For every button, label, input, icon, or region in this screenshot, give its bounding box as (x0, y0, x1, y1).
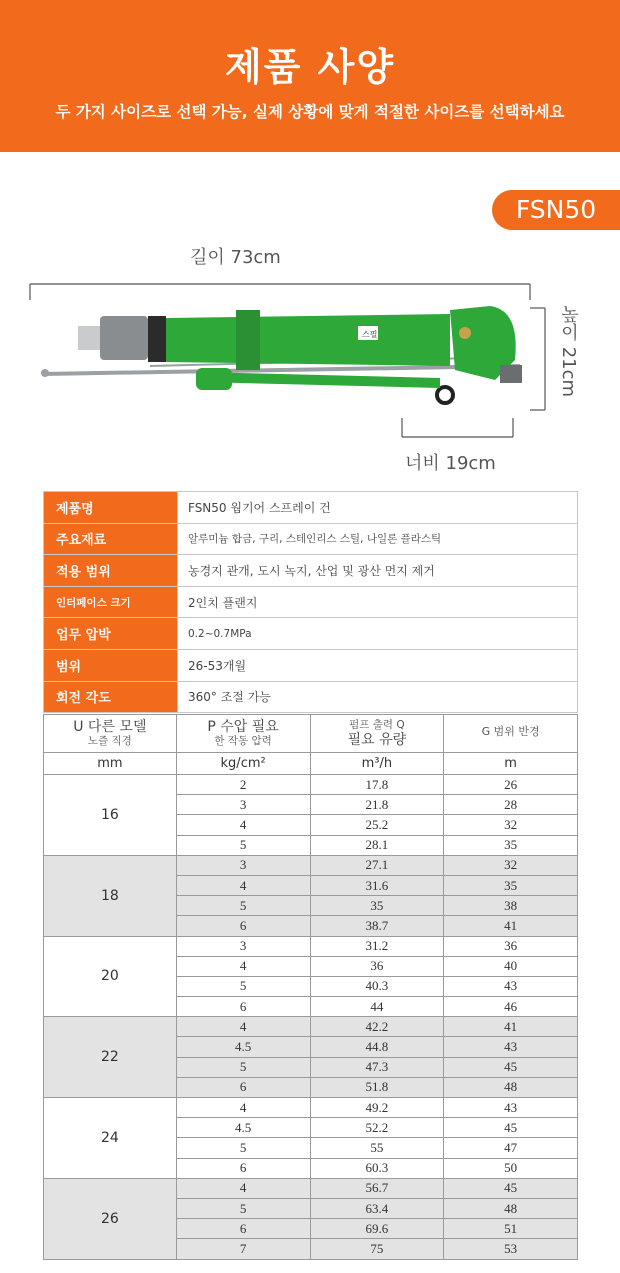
header-nozzle: U 다른 모델 노즐 직경 (44, 715, 177, 753)
unit-row (44, 753, 578, 775)
flow-cell: 27.1 (310, 855, 444, 875)
spec-value: 360° 조절 가능 (178, 681, 578, 713)
pressure-cell: 6 (176, 1219, 310, 1239)
length-dimension-line (30, 284, 530, 300)
barrel (166, 314, 450, 366)
pressure-cell: 4.5 (176, 1118, 310, 1138)
flow-cell: 21.8 (310, 795, 444, 815)
table-row (44, 936, 578, 956)
pressure-cell: 5 (176, 1198, 310, 1218)
pressure-cell: 5 (176, 1057, 310, 1077)
spec-value: FSN50 웜기어 스프레이 건 (178, 492, 578, 524)
pressure-cell: 4 (176, 1017, 310, 1037)
table-row (44, 1098, 578, 1118)
flow-cell: 55 (310, 1138, 444, 1158)
flow-cell: 40.3 (310, 976, 444, 996)
flow-cell: 35 (310, 896, 444, 916)
radius-cell: 43 (444, 976, 578, 996)
nozzle-size-cell: 22 (44, 1017, 177, 1098)
spec-row (44, 492, 578, 524)
radius-cell: 53 (444, 1239, 578, 1259)
radius-cell: 51 (444, 1219, 578, 1239)
page-subtitle: 두 가지 사이즈로 선택 가능, 실제 상황에 맞게 적절한 사이즈를 선택하세요 (55, 103, 565, 121)
flow-cell: 51.8 (310, 1077, 444, 1097)
radius-cell: 32 (444, 855, 578, 875)
radius-cell: 35 (444, 875, 578, 895)
spec-row (44, 523, 578, 555)
spray-gun-illustration (0, 270, 620, 450)
width-dimension-line (402, 418, 513, 437)
spec-key: 범위 (44, 649, 178, 681)
pressure-cell: 6 (176, 916, 310, 936)
pressure-cell: 4.5 (176, 1037, 310, 1057)
flow-cell: 47.3 (310, 1057, 444, 1077)
lower-arm (200, 372, 440, 388)
radius-cell: 43 (444, 1098, 578, 1118)
radius-cell: 45 (444, 1178, 578, 1198)
flow-cell: 56.7 (310, 1178, 444, 1198)
flow-cell: 31.2 (310, 936, 444, 956)
spec-key: 인터페이스 크기 (44, 586, 178, 618)
spec-table (43, 491, 578, 713)
flow-cell: 69.6 (310, 1219, 444, 1239)
pressure-cell: 6 (176, 997, 310, 1017)
header-radius: G 범위 반경 (444, 715, 578, 753)
unit-cell: mm (44, 753, 177, 775)
pressure-cell: 4 (176, 956, 310, 976)
radius-cell: 35 (444, 835, 578, 855)
pressure-cell: 7 (176, 1239, 310, 1259)
radius-cell: 41 (444, 1017, 578, 1037)
flow-cell: 44.8 (310, 1037, 444, 1057)
header-banner (0, 0, 620, 152)
radius-cell: 28 (444, 795, 578, 815)
radius-cell: 45 (444, 1057, 578, 1077)
flow-cell: 36 (310, 956, 444, 976)
spec-row (44, 586, 578, 618)
unit-cell: m (444, 753, 578, 775)
spec-value: 26-53개월 (178, 649, 578, 681)
flow-cell: 28.1 (310, 835, 444, 855)
pressure-cell: 5 (176, 835, 310, 855)
spec-row (44, 649, 578, 681)
performance-table (43, 714, 578, 1260)
pressure-cell: 3 (176, 795, 310, 815)
spec-row (44, 618, 578, 650)
radius-cell: 38 (444, 896, 578, 916)
flow-cell: 17.8 (310, 775, 444, 795)
radius-cell: 41 (444, 916, 578, 936)
radius-cell: 45 (444, 1118, 578, 1138)
header-pressure: P 수압 필요 한 작동 압력 (176, 715, 310, 753)
table-row (44, 1178, 578, 1198)
pressure-cell: 4 (176, 1098, 310, 1118)
model-badge: FSN50 (492, 190, 620, 230)
radius-cell: 32 (444, 815, 578, 835)
pressure-cell: 5 (176, 1138, 310, 1158)
nozzle-cap (100, 316, 148, 360)
radius-cell: 40 (444, 956, 578, 976)
nozzle-size-cell: 16 (44, 775, 177, 856)
width-label: 너비 19cm (405, 453, 496, 474)
flow-cell: 63.4 (310, 1198, 444, 1218)
flow-cell: 44 (310, 997, 444, 1017)
flow-cell: 38.7 (310, 916, 444, 936)
nozzle-size-cell: 24 (44, 1098, 177, 1179)
radius-cell: 48 (444, 1077, 578, 1097)
spec-key: 회전 각도 (44, 681, 178, 713)
pressure-cell: 4 (176, 875, 310, 895)
nozzle-tip (78, 326, 100, 350)
height-label: 높이 21cm (558, 305, 579, 398)
pressure-cell: 5 (176, 896, 310, 916)
radius-cell: 47 (444, 1138, 578, 1158)
length-label: 길이 73cm (190, 247, 281, 268)
barrel-label: 스필 (362, 330, 378, 339)
radius-cell: 26 (444, 775, 578, 795)
radius-cell: 48 (444, 1198, 578, 1218)
table-row (44, 775, 578, 795)
flow-cell: 31.6 (310, 875, 444, 895)
nozzle-size-cell: 20 (44, 936, 177, 1017)
lever-rod (42, 366, 520, 374)
spec-value: 2인치 플랜지 (178, 586, 578, 618)
pressure-cell: 4 (176, 1178, 310, 1198)
flow-cell: 42.2 (310, 1017, 444, 1037)
radius-cell: 46 (444, 997, 578, 1017)
unit-cell: kg/cm² (176, 753, 310, 775)
flow-cell: 75 (310, 1239, 444, 1259)
spec-key: 적용 범위 (44, 555, 178, 587)
unit-cell: m³/h (310, 753, 444, 775)
radius-cell: 36 (444, 936, 578, 956)
spec-value: 0.2~0.7MPa (178, 618, 578, 650)
header-flow: 펌프 출력 Q 필요 유량 (310, 715, 444, 753)
pressure-cell: 5 (176, 976, 310, 996)
pressure-cell: 3 (176, 936, 310, 956)
spec-value: 알루미늄 합금, 구리, 스테인리스 스틸, 나일론 플라스틱 (178, 523, 578, 555)
pressure-cell: 3 (176, 855, 310, 875)
spec-key: 업무 압박 (44, 618, 178, 650)
nozzle-size-cell: 18 (44, 855, 177, 936)
nozzle-size-cell: 26 (44, 1178, 177, 1259)
table-row (44, 1017, 578, 1037)
spec-key: 제품명 (44, 492, 178, 524)
flow-cell: 49.2 (310, 1098, 444, 1118)
spec-row (44, 681, 578, 713)
page-title: 제품 사양 (224, 45, 396, 89)
spec-key: 주요재료 (44, 523, 178, 555)
pressure-cell: 6 (176, 1158, 310, 1178)
pressure-cell: 4 (176, 815, 310, 835)
pressure-cell: 2 (176, 775, 310, 795)
table-row (44, 855, 578, 875)
spec-value: 농경지 관개, 도시 녹지, 산업 및 광산 먼지 제거 (178, 555, 578, 587)
radius-cell: 50 (444, 1158, 578, 1178)
flow-cell: 52.2 (310, 1118, 444, 1138)
flow-cell: 60.3 (310, 1158, 444, 1178)
flow-cell: 25.2 (310, 815, 444, 835)
radius-cell: 43 (444, 1037, 578, 1057)
pressure-cell: 6 (176, 1077, 310, 1097)
table-header-row (44, 715, 578, 753)
spec-row (44, 555, 578, 587)
height-dimension-line (530, 308, 545, 410)
